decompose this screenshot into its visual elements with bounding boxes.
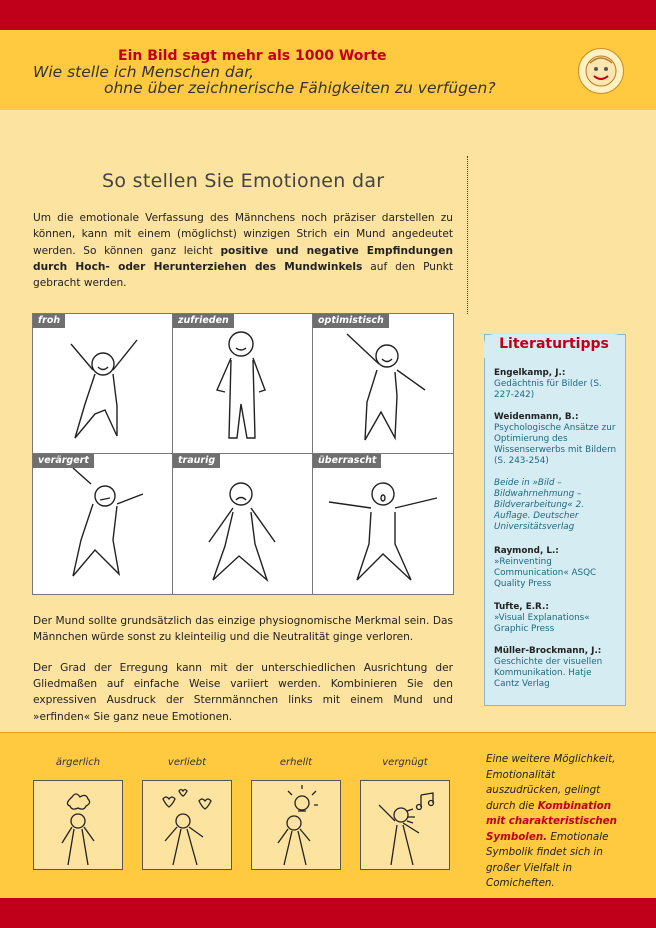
header-subtitle-line2: ohne über zeichnerische Fähigkeiten zu verfügen? xyxy=(104,79,496,97)
symbol-figure-vergnuegt xyxy=(360,780,450,870)
header-title: Ein Bild sagt mehr als 1000 Worte xyxy=(118,48,387,64)
symbol-label: verliebt xyxy=(167,757,207,768)
emotion-cell-traurig xyxy=(173,454,313,594)
emotion-label: verärgert xyxy=(33,454,94,468)
literature-text: Beide in »Bild – Bildwahrnehmung – Bildverarbeitung« 2. Auflage. Deutscher Universitätsverlag xyxy=(494,478,584,532)
literature-entry xyxy=(494,602,619,635)
literature-text: Psychologische Ansätze zur Optimierung des Wissenserwerbs mit Bildern (S. 243-254) xyxy=(494,423,617,466)
header-subtitle-line1: Wie stelle ich Menschen dar, xyxy=(33,63,255,81)
symbol-label: vergnügt xyxy=(382,757,428,768)
figure-ueberrascht-icon xyxy=(313,454,453,594)
literature-text: Geschichte der visuellen Kommunikation. Hatje Cantz Verlag xyxy=(494,657,603,689)
emotion-cell-zufrieden xyxy=(173,314,313,454)
literature-entry xyxy=(494,546,619,590)
figure-veraergert-icon xyxy=(33,454,173,594)
figure-optimistisch-icon xyxy=(313,314,453,454)
paragraph-limbs: Der Grad der Erregung kann mit der unterschiedlichen Ausrichtung der Gliedmaßen auf einfache Weise variiert werden. Kombinieren Sie den expressiven Ausdruck der Sternmännchen links mit einem Mund und »erfinden« Sie ganz neue Emotionen. xyxy=(33,662,453,723)
emotion-cell-ueberrascht xyxy=(313,454,453,594)
literature-author: Engelkamp, J.: xyxy=(494,368,566,378)
literature-text: »Visual Explanations« Graphic Press xyxy=(494,613,590,634)
divider-dotted xyxy=(467,156,468,314)
emotion-figure-grid xyxy=(32,313,454,595)
emotion-cell-optimistisch xyxy=(313,314,453,454)
literature-text: Gedächtnis für Bilder (S. 227-242) xyxy=(494,379,602,400)
literature-author: Tufte, E.R.: xyxy=(494,602,549,612)
emotion-label: zufrieden xyxy=(173,314,234,328)
figure-zufrieden-icon xyxy=(173,314,313,454)
intro-bold: positive und negative Empfindungen durch Hoch- oder Herunterziehen des Mundwinkels xyxy=(33,244,453,273)
emotion-label: optimistisch xyxy=(313,314,389,328)
figure-traurig-icon xyxy=(173,454,313,594)
intro-text xyxy=(33,210,453,291)
symbol-explanation xyxy=(486,752,626,892)
angry-cloud-icon xyxy=(34,781,122,869)
symbol-figure-verliebt xyxy=(142,780,232,870)
symbol-label: erhellt xyxy=(279,757,313,768)
emotion-label: überrascht xyxy=(313,454,381,468)
figure-froh-icon xyxy=(33,314,173,454)
paragraph-mouth: Der Mund sollte grundsätzlich das einzige physiognomische Merkmal sein. Das Männchen würde sonst zu kleinteilig und die Neutralität ginge verloren. xyxy=(33,615,453,644)
music-notes-icon xyxy=(361,781,449,869)
literature-note xyxy=(494,478,619,533)
symbol-figure-aergerlich xyxy=(33,780,123,870)
side-text-part1: Eine weitere Möglichkeit, Emotionalität auszudrücken, gelingt durch die xyxy=(486,753,616,812)
literature-author: Raymond, L.: xyxy=(494,546,559,556)
literature-entry xyxy=(494,368,619,401)
literature-author: Müller-Brockmann, J.: xyxy=(494,646,602,656)
bottom-red-band xyxy=(0,898,656,928)
literature-entry xyxy=(494,646,619,690)
emotion-label: traurig xyxy=(173,454,220,468)
logo xyxy=(578,48,624,94)
emotion-cell-veraergert xyxy=(33,454,173,594)
literature-entry xyxy=(494,412,619,467)
intro-part2: auf den Punkt gebracht werden. xyxy=(33,260,453,290)
emotion-label: froh xyxy=(33,314,65,328)
literature-heading: Literaturtipps xyxy=(499,336,609,352)
literature-author: Weidenmann, B.: xyxy=(494,412,579,422)
emotion-cell-froh xyxy=(33,314,173,454)
top-red-band xyxy=(0,0,656,30)
side-text-part2: Emotionale Symbolik findet sich in großer Vielfalt in Comicheften. xyxy=(486,830,609,889)
side-text-highlight: Kombination mit charakteristischen Symbolen. xyxy=(486,799,617,843)
hearts-icon xyxy=(143,781,231,869)
section-title: So stellen Sie Emotionen dar xyxy=(102,170,385,192)
intro-part1: Um die emotionale Verfassung des Männchens noch präziser darstellen zu können, kann mit einem (möglichst) winzigen Strich ein Mund angedeutet werden. So können ganz leicht xyxy=(33,212,453,257)
symbol-figure-erhellt xyxy=(251,780,341,870)
lightbulb-icon xyxy=(252,781,340,869)
literature-text: »Reinventing Communication« ASQC Quality Press xyxy=(494,557,597,589)
symbol-label: ärgerlich xyxy=(55,757,101,768)
